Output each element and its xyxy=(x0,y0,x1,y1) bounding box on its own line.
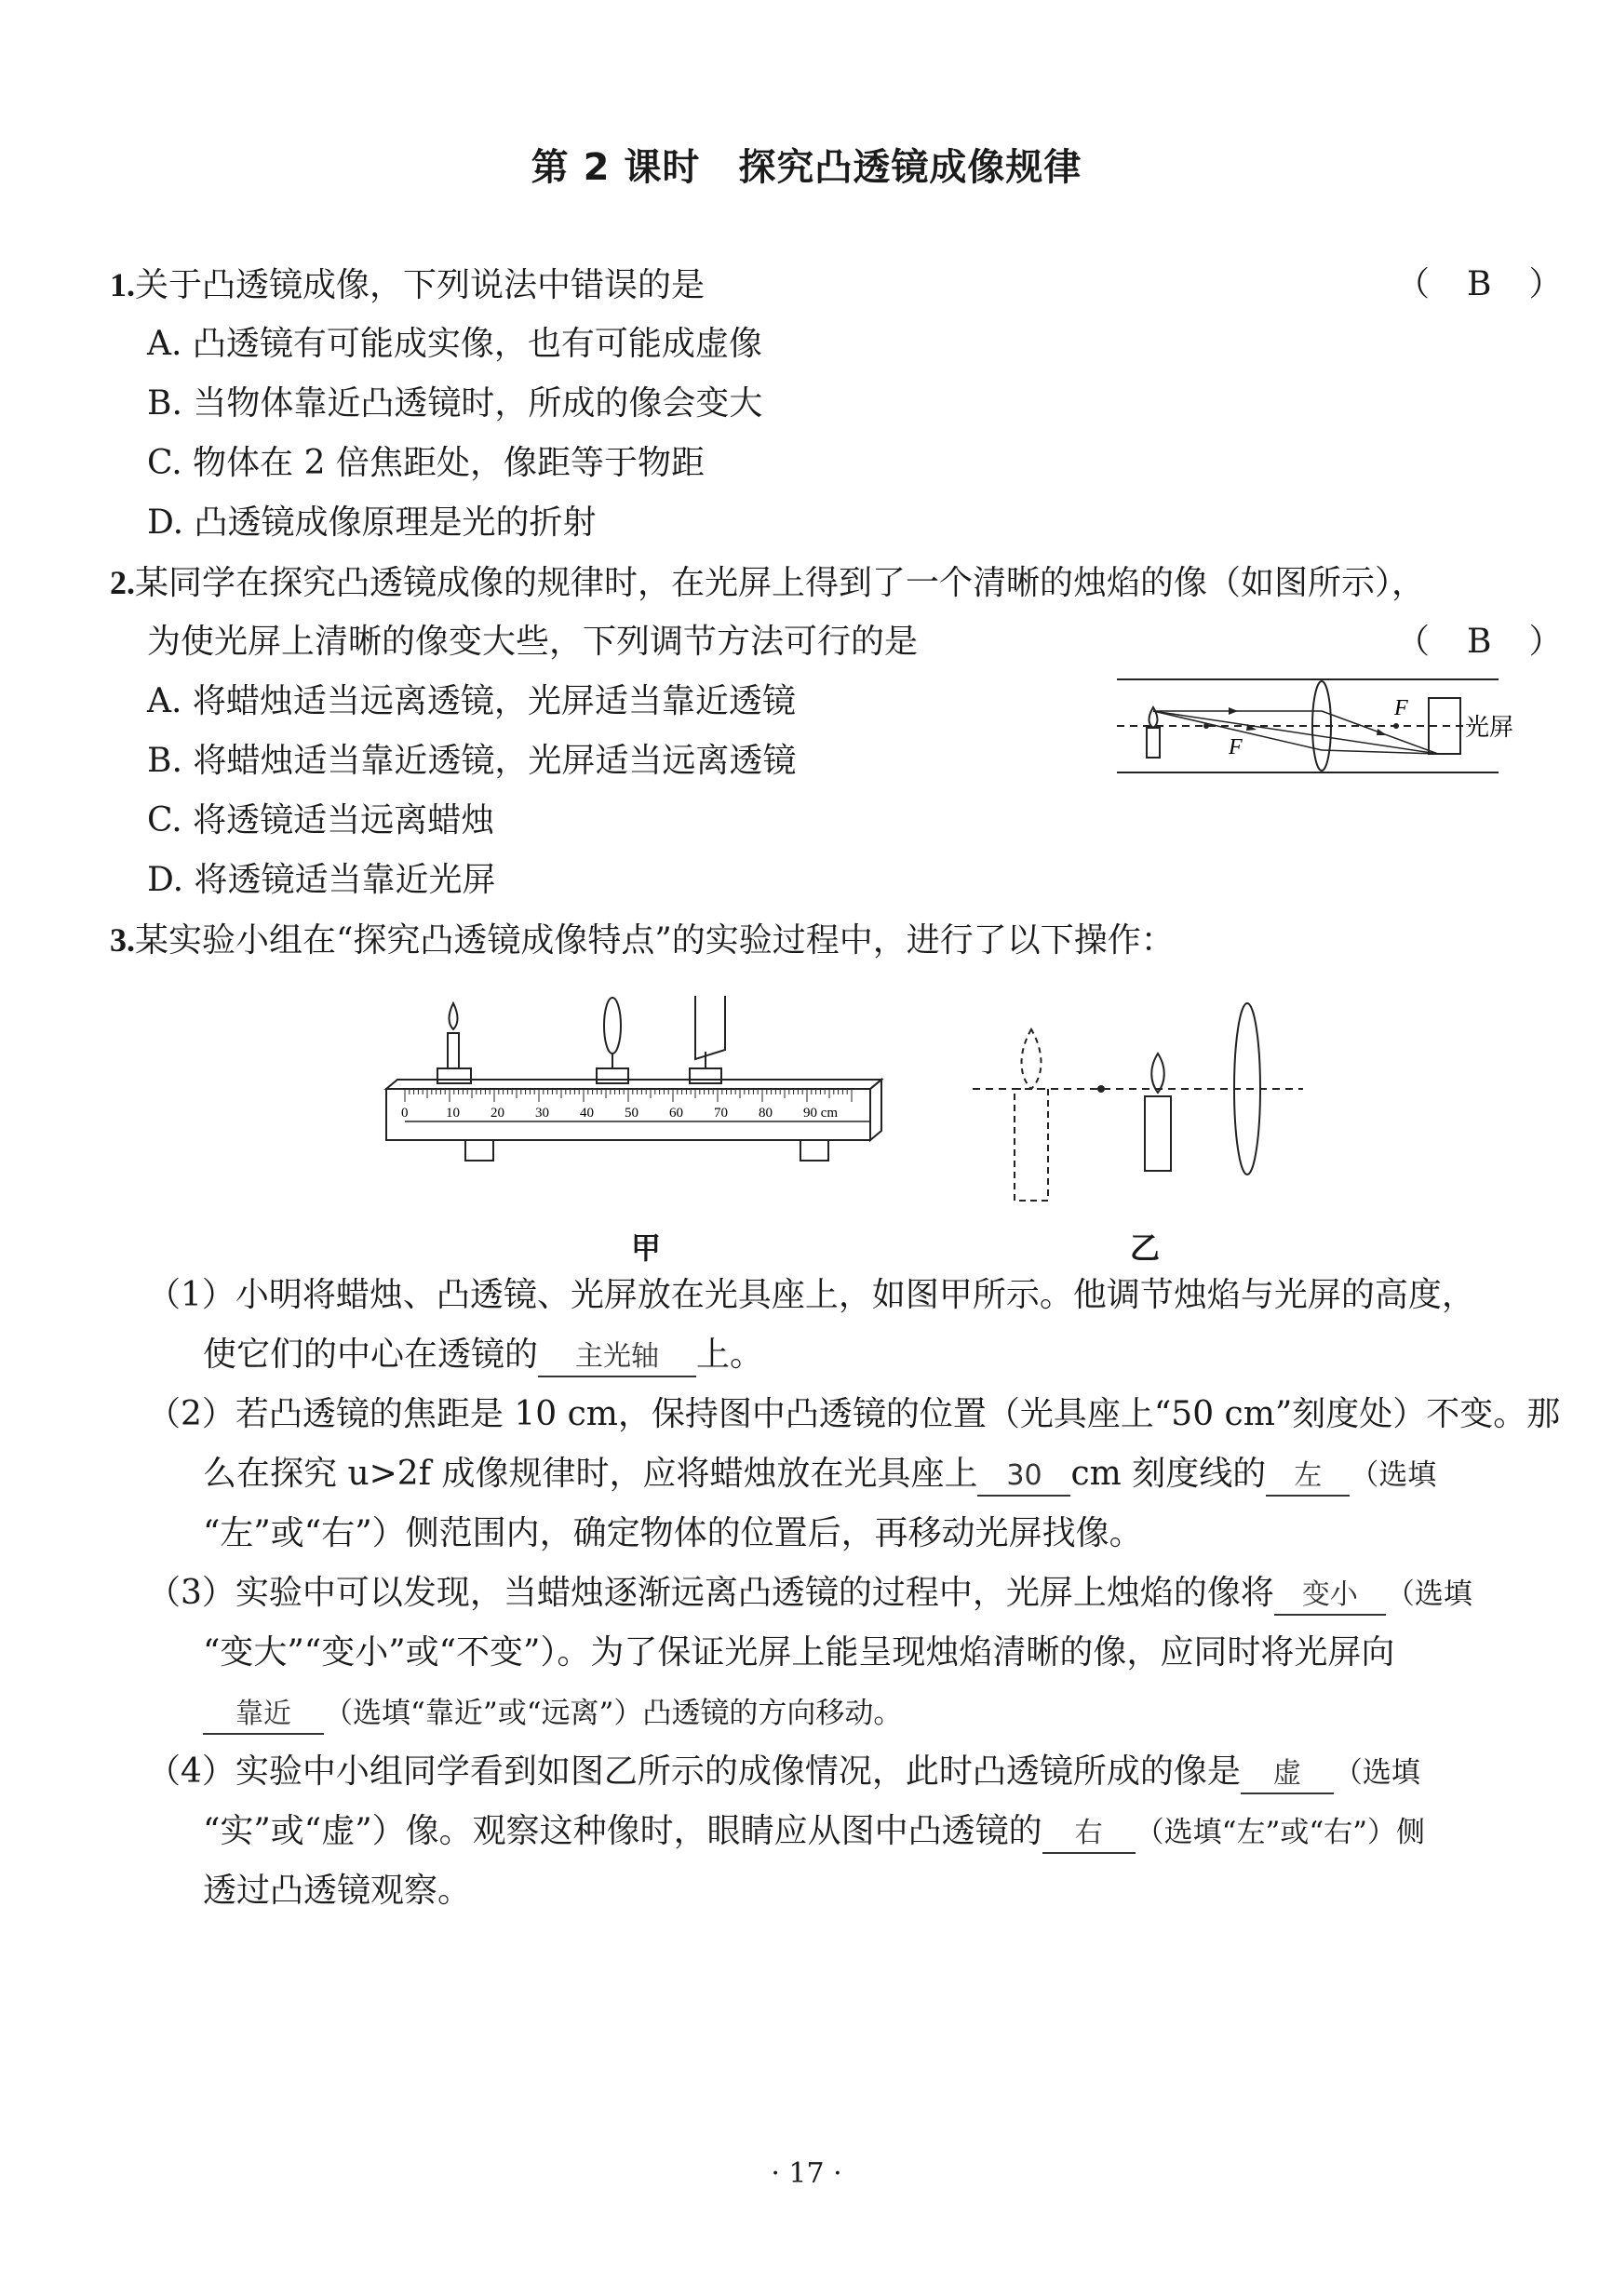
virtual-image-figure xyxy=(968,996,1312,1210)
question-text: 关于凸透镜成像，下列说法中错误的是 xyxy=(135,266,706,304)
question-2-answer: （ B ） xyxy=(1396,623,1565,661)
sub-question-3 xyxy=(147,1571,1472,1617)
question-1-stem xyxy=(110,262,705,308)
option-b: B. 当物体靠近凸透镜时，所成的像会变大 xyxy=(147,384,763,423)
sub-question-1: （1）小明将蜡烛、凸透镜、光屏放在光具座上，如图甲所示。他调节烛焰与光屏的高度， xyxy=(147,1276,1475,1314)
ruler-tick-label: 0 xyxy=(401,1106,409,1121)
answer-blank: 右 xyxy=(1042,1815,1136,1854)
candle-icon xyxy=(1147,728,1160,758)
answer-blank: 虚 xyxy=(1241,1755,1334,1794)
optical-bench-figure xyxy=(368,996,898,1210)
text: （选填 xyxy=(1385,1578,1472,1611)
text: 上。 xyxy=(696,1336,764,1374)
figure-a-caption: 甲 xyxy=(631,1230,662,1266)
candle-icon xyxy=(448,1033,459,1068)
answer-blank: 主光轴 xyxy=(538,1338,696,1377)
sub-question-4 xyxy=(147,1750,1420,1795)
sub-question-2-cont xyxy=(203,1452,1436,1497)
ruler-tick-label: 30 xyxy=(535,1106,549,1121)
text: 么在探究 u>2f 成像规律时，应将蜡烛放在光具座上 xyxy=(203,1455,978,1493)
answer-blank: 30 xyxy=(977,1457,1070,1497)
sub-question-2: （2）若凸透镜的焦距是 10 cm，保持图中凸透镜的位置（光具座上“50 cm”刻度处）不变。那 xyxy=(147,1395,1561,1433)
sub-question-3-cont xyxy=(203,1690,902,1736)
option-d: D. 凸透镜成像原理是光的折射 xyxy=(147,504,597,542)
question-number: 2. xyxy=(110,564,135,601)
question-1-answer: （ B ） xyxy=(1396,265,1565,303)
text: （选填“靠近”或“远离”）凸透镜的方向移动。 xyxy=(324,1697,903,1730)
option-c: C. 将透镜适当远离蜡烛 xyxy=(147,801,495,839)
option-c: C. 物体在 2 倍焦距处，像距等于物距 xyxy=(147,444,705,482)
flame-icon xyxy=(1151,1054,1164,1093)
text: （选填 xyxy=(1333,1756,1420,1790)
text: （选填“左”或“右”）侧 xyxy=(1135,1816,1426,1849)
sub-question-4-cont xyxy=(203,1809,1425,1855)
sub-question-1-cont xyxy=(203,1333,763,1377)
option-d: D. 将透镜适当靠近光屏 xyxy=(147,861,496,899)
question-text: 某同学在探究凸透镜成像的规律时，在光屏上得到了一个清晰的烛焰的像（如图所示）， xyxy=(135,564,1426,602)
candle-icon xyxy=(1145,1096,1171,1171)
ruler-tick-label: 90 cm xyxy=(803,1106,839,1121)
question-2-stem xyxy=(110,560,1425,606)
question-text: 某实验小组在“探究凸透镜成像特点”的实验过程中，进行了以下操作： xyxy=(135,921,1175,960)
sub-question-2-cont: “左”或“右”）侧范围内，确定物体的位置后，再移动光屏找像。 xyxy=(203,1514,1143,1552)
option-a: A. 将蜡烛适当远离透镜，光屏适当靠近透镜 xyxy=(147,682,796,720)
question-3-stem xyxy=(110,918,1175,963)
question-number: 3. xyxy=(110,921,135,959)
option-b: B. 将蜡烛适当靠近透镜，光屏适当远离透镜 xyxy=(147,742,797,780)
screen-icon xyxy=(695,996,725,1059)
ruler-tick-label: 60 xyxy=(669,1106,683,1121)
ruler-tick-label: 10 xyxy=(446,1106,460,1121)
flame-icon xyxy=(450,1003,458,1029)
focus-label: F xyxy=(1229,735,1243,759)
text: （4）实验中小组同学看到如图乙所示的成像情况，此时凸透镜所成的像是 xyxy=(147,1752,1241,1791)
text: “实”或“虚”）像。观察这种像时，眼睛应从图中凸透镜的 xyxy=(203,1812,1042,1850)
page-title: 第 2 课时 探究凸透镜成像规律 xyxy=(531,146,1082,189)
ruler-tick-label: 50 xyxy=(625,1106,638,1121)
answer-blank: 变小 xyxy=(1274,1577,1386,1616)
screen-label: 光屏 xyxy=(1465,714,1514,742)
figure-b-caption: 乙 xyxy=(1130,1230,1161,1266)
ruler-tick-label: 80 xyxy=(759,1106,773,1121)
question-number: 1. xyxy=(110,266,135,303)
page-number: · 17 · xyxy=(771,2157,842,2190)
virtual-flame-icon xyxy=(1022,1029,1042,1089)
virtual-candle-icon xyxy=(1015,1089,1048,1201)
sub-question-4-cont: 透过凸透镜观察。 xyxy=(203,1872,472,1910)
question-2-stem-cont: 为使光屏上清晰的像变大些，下列调节方法可行的是 xyxy=(147,623,919,661)
answer-blank: 左 xyxy=(1266,1457,1350,1497)
ray-diagram-figure xyxy=(1117,670,1545,782)
option-a: A. 凸透镜有可能成实像，也有可能成虚像 xyxy=(147,325,762,363)
ruler-tick-label: 70 xyxy=(714,1106,728,1121)
ruler-tick-label: 40 xyxy=(580,1106,594,1121)
text: （3）实验中可以发现，当蜡烛逐渐远离凸透镜的过程中，光屏上烛焰的像将 xyxy=(147,1574,1274,1612)
text: 使它们的中心在透镜的 xyxy=(203,1336,539,1374)
text: （选填 xyxy=(1350,1458,1437,1492)
ruler-scale xyxy=(401,1089,852,1121)
answer-blank: 靠近 xyxy=(203,1696,324,1735)
focus-label: F xyxy=(1394,696,1408,720)
text: cm 刻度线的 xyxy=(1070,1455,1267,1493)
ruler-tick-label: 20 xyxy=(491,1106,504,1121)
sub-question-3-cont: “变大”“变小”或“不变”）。为了保证光屏上能呈现烛焰清晰的像，应同时将光屏向 xyxy=(203,1633,1395,1672)
convex-lens-icon xyxy=(604,998,621,1054)
